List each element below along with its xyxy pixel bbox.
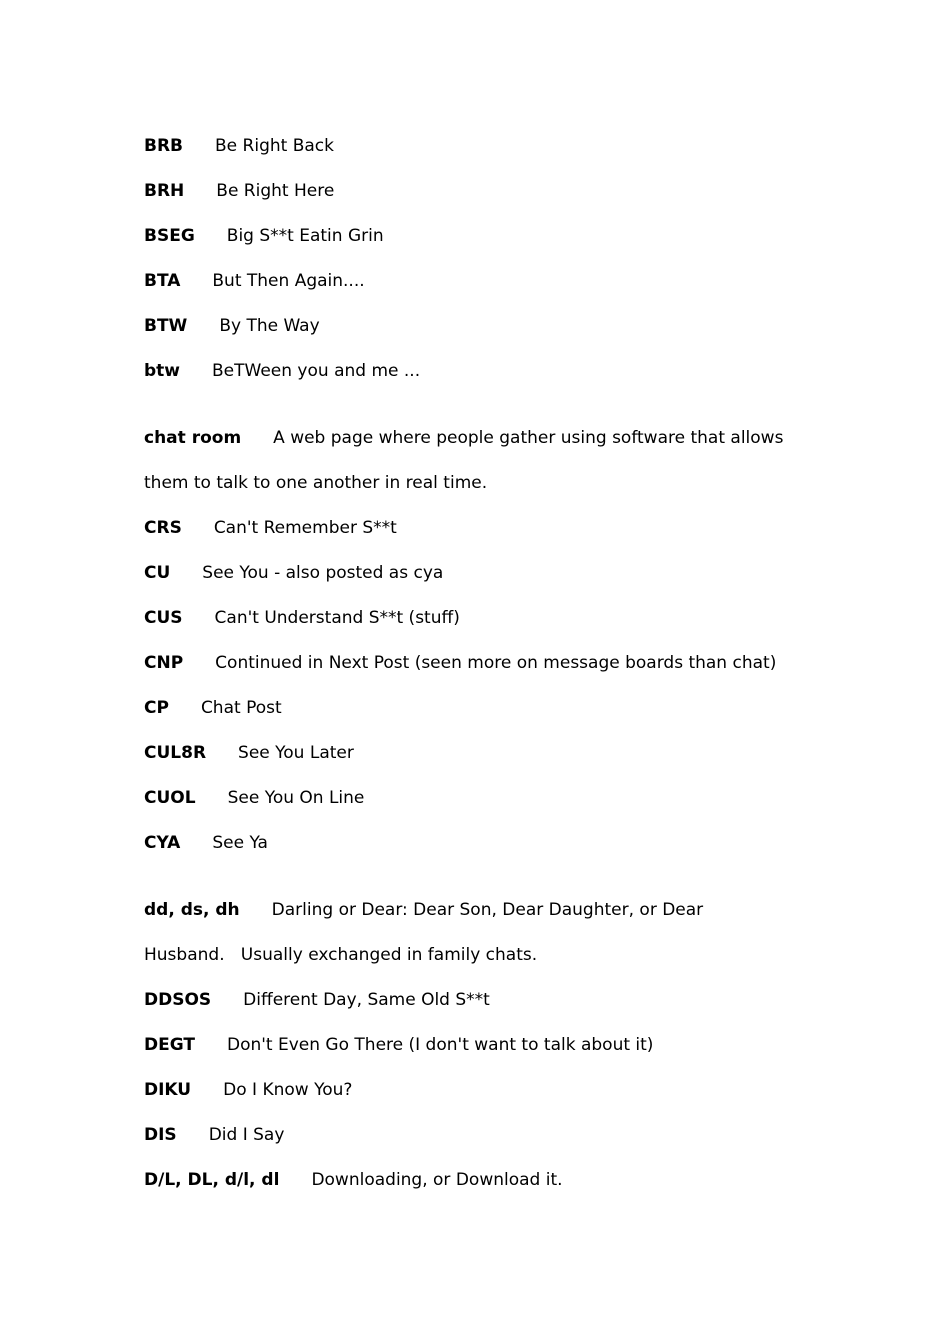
glossary-entry xyxy=(144,506,824,551)
glossary-entry xyxy=(144,416,824,506)
entry-term: BSEG xyxy=(144,226,195,246)
glossary-entry xyxy=(144,214,824,259)
entry-term: DEGT xyxy=(144,1035,195,1055)
entry-definition: Continued in Next Post (seen more on message boards than chat) xyxy=(215,653,777,673)
glossary-entry xyxy=(144,1068,824,1113)
entry-definition: Be Right Back xyxy=(215,136,334,156)
entry-definition: Do I Know You? xyxy=(223,1080,353,1100)
glossary-entry xyxy=(144,124,824,169)
glossary-entry xyxy=(144,304,824,349)
entry-definition: Don't Even Go There (I don't want to talk about it) xyxy=(226,1035,654,1055)
entry-term: dd, ds, dh xyxy=(144,900,240,920)
entry-definition: Be Right Here xyxy=(216,181,335,201)
entry-definition: A web page where people gather using software that allows xyxy=(273,428,784,448)
entry-term: D/L, DL, d/l, dl xyxy=(144,1170,280,1190)
entry-term: chat room xyxy=(144,428,242,448)
entry-definition: Can't Remember S**t xyxy=(213,518,397,538)
glossary-entry xyxy=(144,551,824,596)
glossary-entry xyxy=(144,1023,824,1068)
entry-definition: See You Later xyxy=(238,743,354,763)
entry-definition: But Then Again.... xyxy=(212,271,365,291)
entry-definition: Chat Post xyxy=(200,698,282,718)
entry-term: BTA xyxy=(144,271,181,291)
entry-term: CP xyxy=(144,698,169,718)
glossary-entry xyxy=(144,888,824,978)
entry-definition: Can't Understand S**t (stuff) xyxy=(214,608,460,628)
entry-definition-continued: them to talk to one another in real time. xyxy=(144,473,488,493)
glossary-entry xyxy=(144,686,824,731)
glossary-entry xyxy=(144,259,824,304)
glossary-entry xyxy=(144,641,824,686)
entry-definition: BeTWeen you and me ... xyxy=(212,361,421,381)
entry-definition: By The Way xyxy=(219,316,320,336)
glossary-entry xyxy=(144,731,824,776)
entry-term: DDSOS xyxy=(144,990,212,1010)
glossary-list xyxy=(144,124,824,1203)
entry-term: BTW xyxy=(144,316,188,336)
entry-term: CRS xyxy=(144,518,182,538)
entry-term: DIS xyxy=(144,1125,177,1145)
glossary-entry xyxy=(144,776,824,821)
glossary-entry xyxy=(144,1158,824,1203)
entry-term: BRB xyxy=(144,136,184,156)
entry-definition: See Ya xyxy=(212,833,268,853)
entry-term: CUS xyxy=(144,608,183,628)
entry-term: CNP xyxy=(144,653,184,673)
entry-definition: See You - also posted as cya xyxy=(202,563,444,583)
entry-term: BRH xyxy=(144,181,185,201)
glossary-entry xyxy=(144,821,824,866)
entry-term: DIKU xyxy=(144,1080,192,1100)
entry-term: btw xyxy=(144,361,181,381)
entry-definition: Darling or Dear: Dear Son, Dear Daughter, or Dear xyxy=(271,900,704,920)
glossary-entry xyxy=(144,1113,824,1158)
entry-definition: Big S**t Eatin Grin xyxy=(226,226,384,246)
entry-term: CYA xyxy=(144,833,181,853)
entry-definition: See You On Line xyxy=(227,788,365,808)
entry-definition: Different Day, Same Old S**t xyxy=(243,990,490,1010)
glossary-entry xyxy=(144,169,824,214)
entry-term: CU xyxy=(144,563,171,583)
entry-definition: Downloading, or Download it. xyxy=(311,1170,563,1190)
glossary-entry xyxy=(144,596,824,641)
entry-definition: Did I Say xyxy=(208,1125,285,1145)
entry-term: CUL8R xyxy=(144,743,207,763)
entry-definition-continued: Husband. Usually exchanged in family chats. xyxy=(144,945,538,965)
entry-term: CUOL xyxy=(144,788,196,808)
glossary-entry xyxy=(144,349,824,394)
glossary-entry xyxy=(144,978,824,1023)
